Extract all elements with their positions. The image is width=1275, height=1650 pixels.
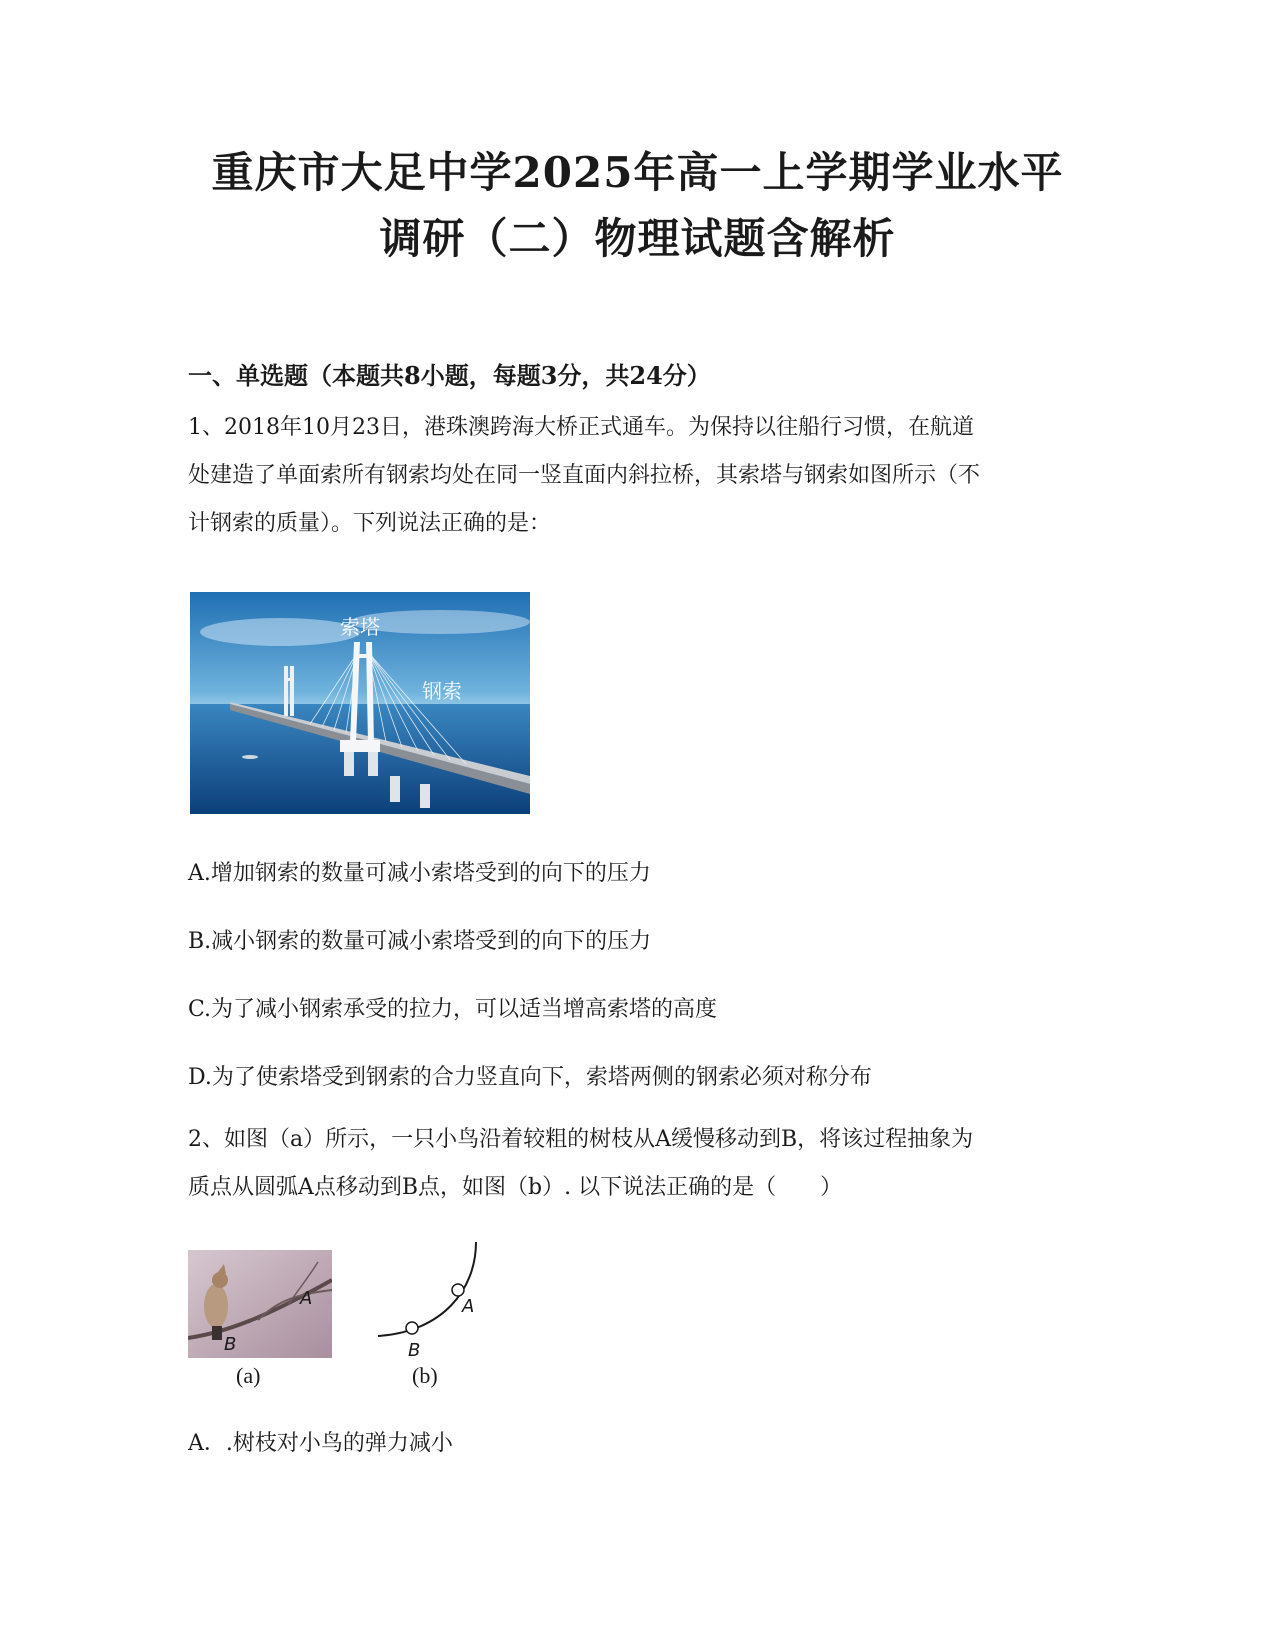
title-line-1: 重庆市大足中学2025年高一上学期学业水平 <box>211 148 1064 197</box>
q1-option-d: D.为了使索塔受到钢索的合力竖直向下，索塔两侧的钢索必须对称分布 <box>188 1065 872 1090</box>
document-title <box>0 140 1275 272</box>
fig-a-caption: (a) <box>236 1363 261 1388</box>
question-2-stem <box>188 1116 1088 1212</box>
fig-b-label-a: A <box>462 1296 475 1317</box>
title-line-2: 调研（二）物理试题含解析 <box>379 214 896 263</box>
fig-a-label-b: B <box>224 1334 237 1355</box>
point-b-marker <box>406 1322 418 1334</box>
bridge-photo <box>190 592 530 814</box>
section-heading: 一、单选题（本题共8小题，每题3分，共24分） <box>188 361 711 390</box>
question-2-line: 质点从圆弧A点移动到B点，如图（b）. 以下说法正确的是（ ） <box>188 1175 843 1200</box>
question-1-line: 计钢索的质量）。下列说法正确的是： <box>188 511 552 536</box>
fig-b-caption: (b) <box>412 1363 438 1388</box>
question-1-line: 1、2018年10月23日，港珠澳跨海大桥正式通车。为保持以往船行习惯，在航道 <box>188 415 974 440</box>
fig-a-label-a: A <box>300 1288 313 1309</box>
question-1-stem <box>188 404 1088 548</box>
cable-label: 钢索 <box>422 679 462 703</box>
q1-option-c: C.为了减小钢索承受的拉力，可以适当增高索塔的高度 <box>188 997 718 1022</box>
arc-diagram <box>372 1240 492 1362</box>
bird-photo <box>188 1250 332 1358</box>
q1-option-a: A.增加钢索的数量可减小索塔受到的向下的压力 <box>188 861 651 886</box>
fig-b-label-b: B <box>408 1340 421 1361</box>
q1-option-b: B.减小钢索的数量可减小索塔受到的向下的压力 <box>188 929 652 954</box>
tower-label: 索塔 <box>340 615 380 639</box>
question-2-line: 2、如图（a）所示，一只小鸟沿着较粗的树枝从A缓慢移动到B，将该过程抽象为 <box>188 1127 974 1152</box>
question-1-line: 处建造了单面索所有钢索均处在同一竖直面内斜拉桥，其索塔与钢索如图所示（不 <box>188 463 981 488</box>
q2-option-a: A．.树枝对小鸟的弹力减小 <box>188 1431 453 1456</box>
point-a-marker <box>452 1284 464 1296</box>
